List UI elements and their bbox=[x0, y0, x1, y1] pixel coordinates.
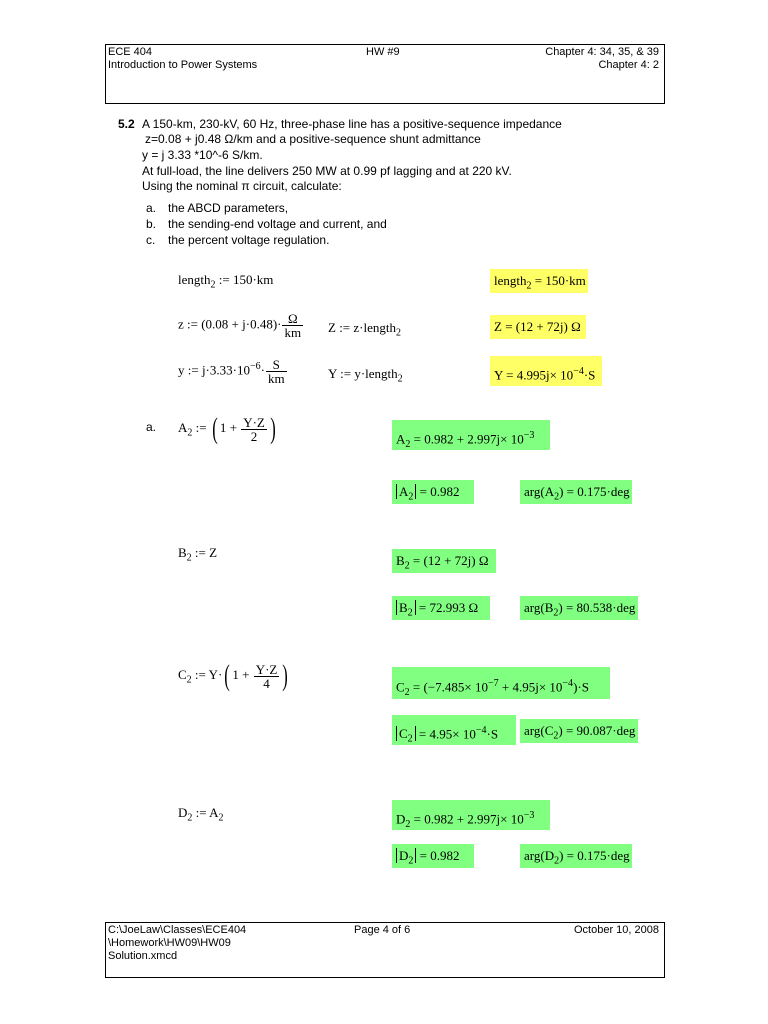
problem-number: 5.2 bbox=[118, 117, 135, 131]
z-definition: z := (0.08 + j·0.48)· $\frac{\Omega}{km}$ bbox=[178, 311, 302, 340]
footer-path-3: Solution.xmcd bbox=[108, 950, 178, 962]
y-definition: y := $j\cdot 3.33\cdot 10^{-6}\cdot$ $\frac{S}{km}$ bbox=[178, 357, 285, 386]
C2-definition: $C_2$ := Y·( 1 + $\frac{Y\cdot Z}{4}$ ) bbox=[178, 659, 289, 692]
length-result: length$_2$ = 150·km bbox=[494, 273, 586, 292]
footer-page-number: Page 4 of 6 bbox=[354, 924, 411, 936]
part-a-label: a. bbox=[146, 420, 157, 434]
problem-line-5: Using the nominal π circuit, calculate: bbox=[142, 179, 342, 193]
A2-magnitude: $A_2 = 0.982$ bbox=[396, 484, 459, 506]
Y-definition: Y := y·length$_2$ bbox=[328, 366, 403, 385]
C2-magnitude: $C_2 = 4.95\times 10^{-4}\cdot S$ bbox=[396, 723, 498, 748]
D2-magnitude: $D_2 = 0.982$ bbox=[396, 848, 459, 870]
D2-angle: $arg(D_2) = 0.175\cdot deg$ bbox=[524, 848, 630, 867]
B2-magnitude: $B_2 = 72.993$ Ω bbox=[396, 600, 478, 622]
chapter-problems: Chapter 4: 34, 35, & 39 bbox=[545, 46, 659, 58]
C2-result: $C_2 = (-7.485\times 10^{-7} + 4.95j\times 10^{-4})\cdot S$ bbox=[396, 678, 589, 698]
D2-definition: $D_2$ := $A_2$ bbox=[178, 805, 224, 824]
A2-definition: $A_2$ := ( 1 + $\frac{Y\cdot Z}{2}$ ) bbox=[178, 412, 276, 445]
problem-line-1: A 150-km, 230-kV, 60 Hz, three-phase line has a positive-sequence impedance bbox=[142, 117, 562, 131]
length-definition: length$_2$ := 150·km bbox=[178, 272, 274, 291]
task-text-c: the percent voltage regulation. bbox=[168, 233, 330, 247]
task-text-a: the ABCD parameters, bbox=[168, 201, 289, 215]
course-code: ECE 404 bbox=[108, 46, 153, 58]
B2-result: $B_2 = (12 + 72j)$ Ω bbox=[396, 553, 489, 572]
B2-angle: $arg(B_2) = 80.538\cdot deg$ bbox=[524, 600, 636, 619]
task-text-b: the sending-end voltage and current, and bbox=[168, 217, 387, 231]
Z-result: Z = (12 + 72j) Ω bbox=[494, 319, 581, 334]
task-marker-a: a. bbox=[146, 201, 157, 215]
footer-date: October 10, 2008 bbox=[573, 924, 659, 936]
chapter-problems-2: Chapter 4: 2 bbox=[598, 59, 659, 71]
A2-angle: $arg(A_2) = 0.175\cdot deg$ bbox=[524, 484, 630, 503]
homework-number: HW #9 bbox=[366, 46, 400, 58]
task-marker-c: c. bbox=[146, 233, 156, 247]
problem-line-2: z=0.08 + j0.48 Ω/km and a positive-sequence shunt admittance bbox=[145, 132, 481, 146]
footer-path-1: C:\JoeLaw\Classes\ECE404 bbox=[108, 924, 247, 936]
Z-definition: Z := z·length$_2$ bbox=[328, 320, 401, 339]
C2-angle: $arg(C_2) = 90.087\cdot deg$ bbox=[524, 723, 636, 742]
B2-definition: $B_2$ := Z bbox=[178, 545, 218, 564]
problem-line-3: y = j 3.33 *10^-6 S/km. bbox=[142, 148, 263, 162]
course-title: Introduction to Power Systems bbox=[108, 59, 258, 71]
D2-result: $D_2 = 0.982 + 2.997j\times 10^{-3}$ bbox=[396, 810, 535, 830]
Y-result: $Y = 4.995j\times 10^{-4}\cdot S$ bbox=[494, 366, 596, 383]
problem-line-4: At full-load, the line delivers 250 MW at 0.99 pf lagging and at 220 kV. bbox=[142, 164, 512, 178]
A2-result: $A_2 = 0.982 + 2.997j\times 10^{-3}$ bbox=[396, 430, 535, 450]
footer-path-2: \Homework\HW09\HW09 bbox=[108, 937, 231, 949]
task-marker-b: b. bbox=[146, 217, 157, 231]
